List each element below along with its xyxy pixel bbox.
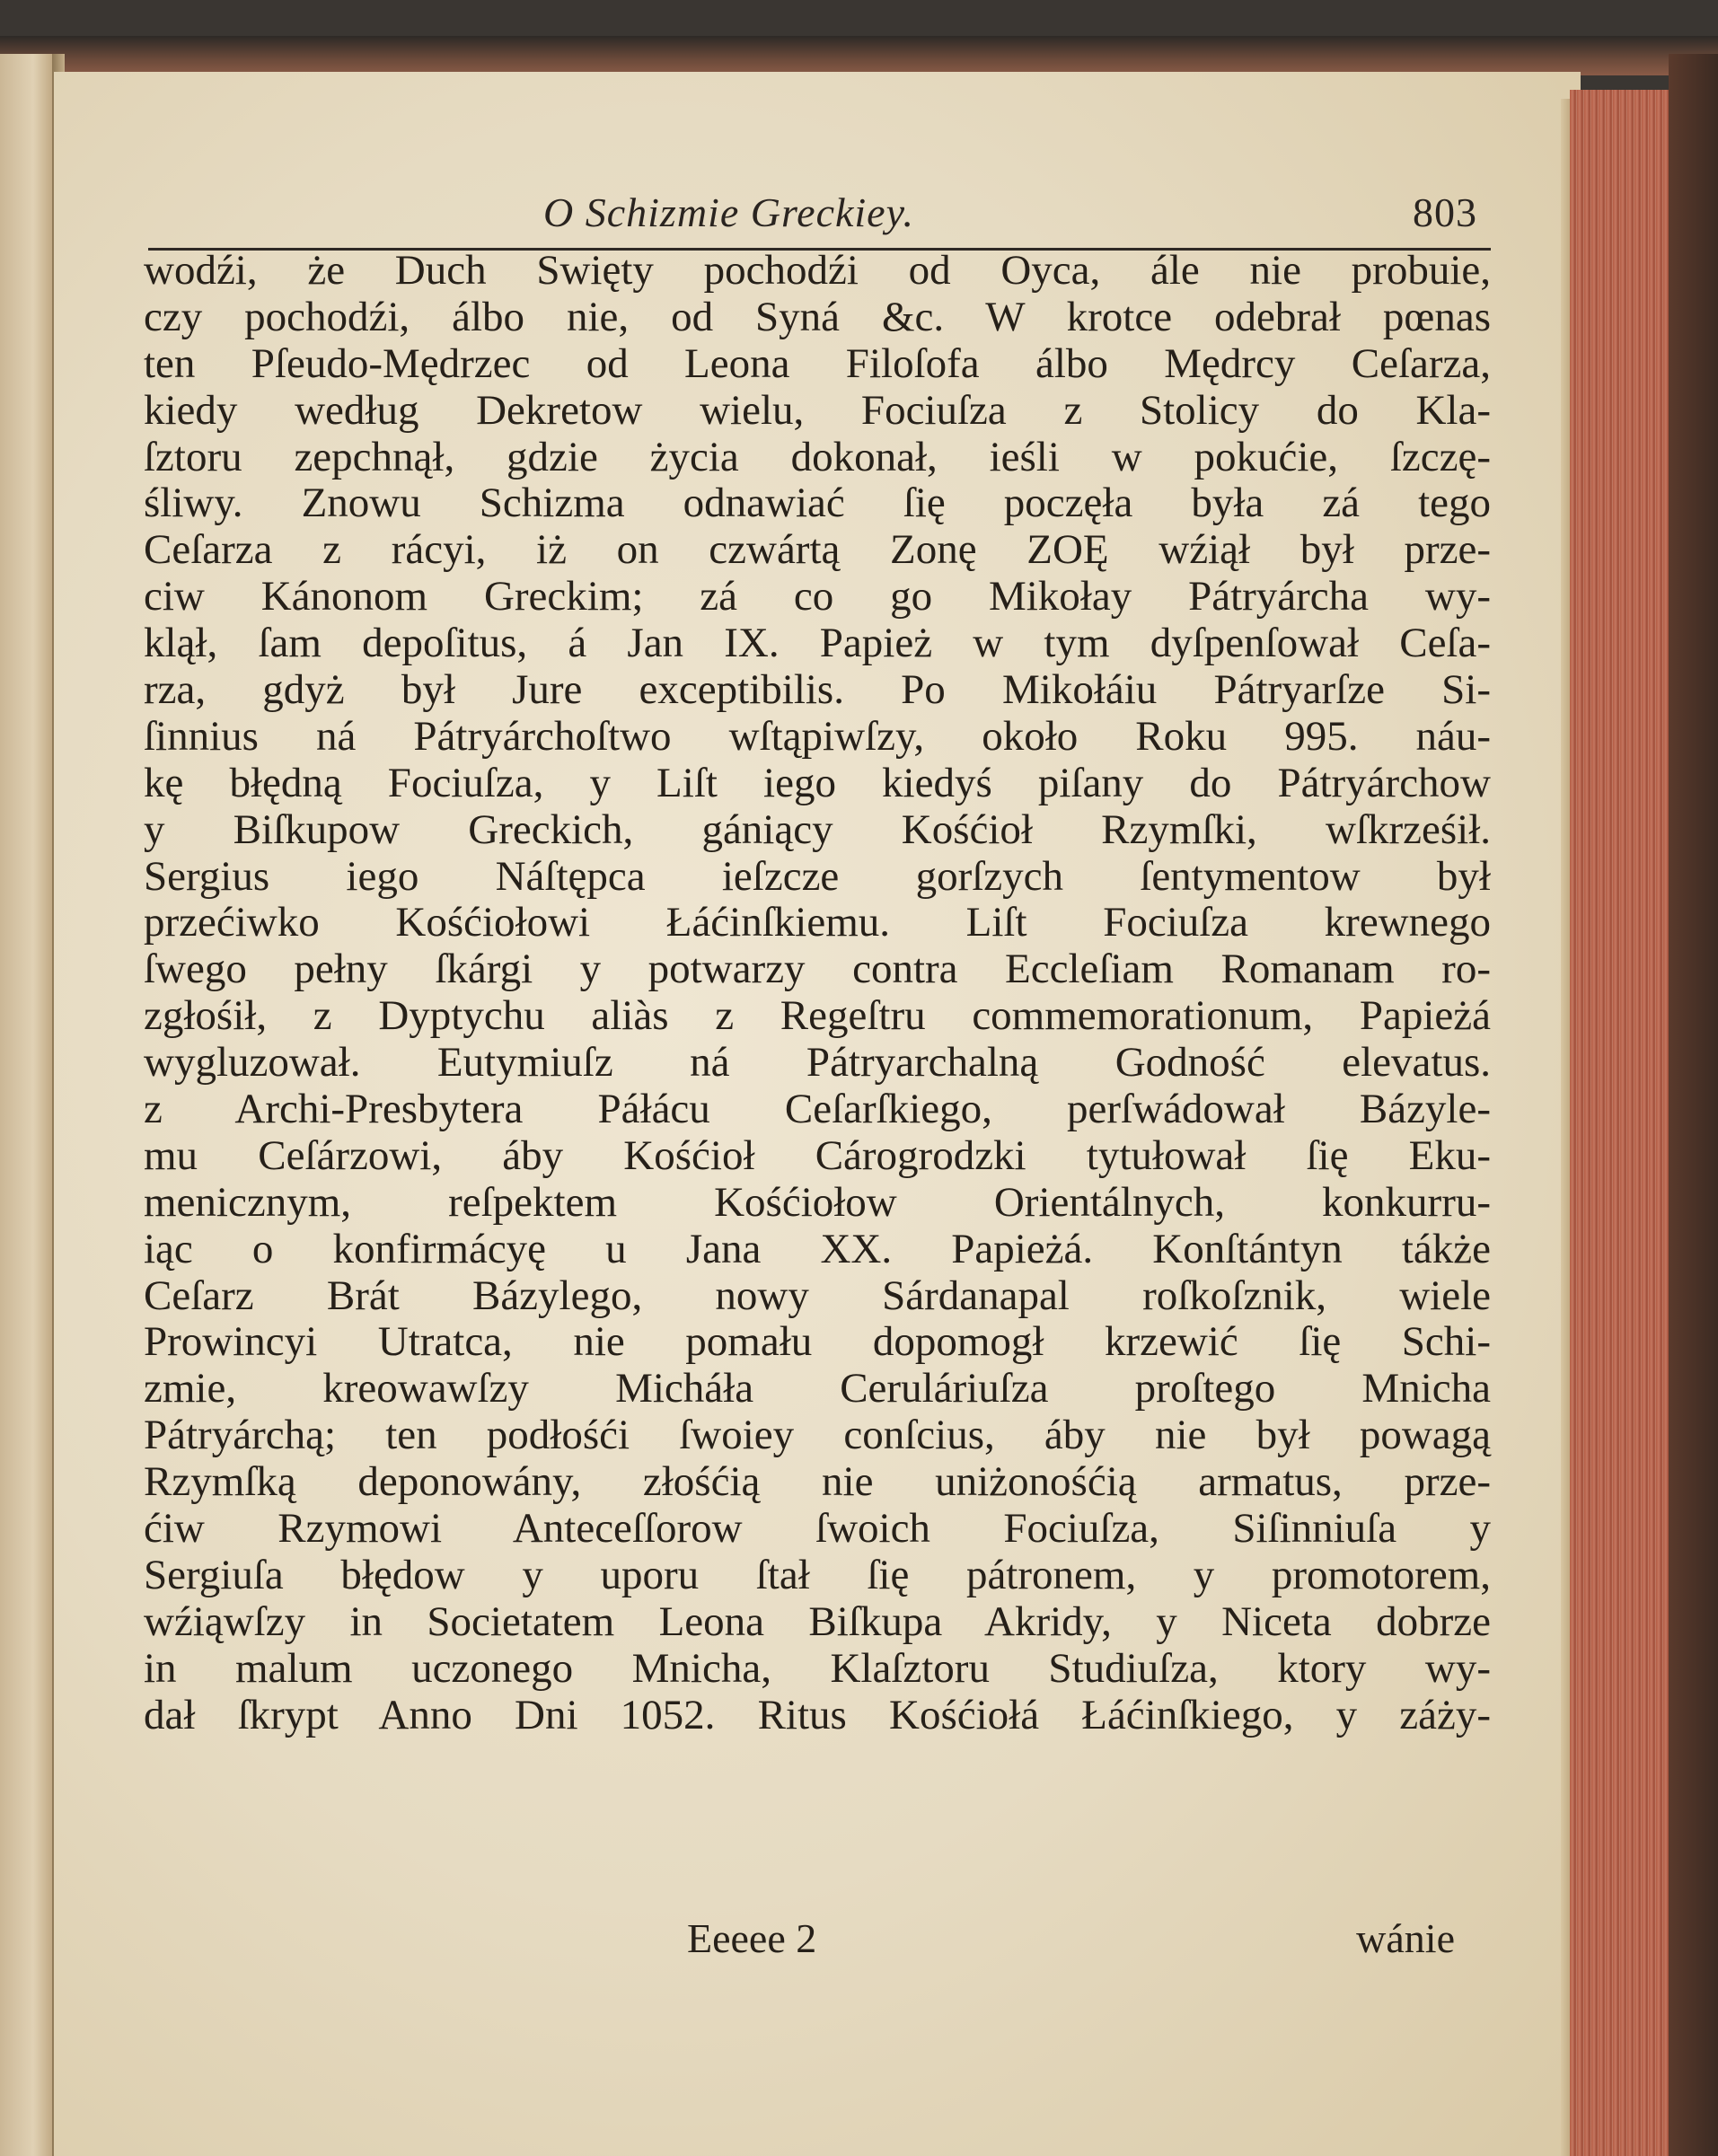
running-title: O Schizmie Greckiey. [543, 189, 914, 235]
text-line: rza, gdyż był Jure exceptibilis. Po Mikołáiu Pátryarſze Si- [144, 666, 1491, 714]
text-line: y Biſkupow Greckich, gániący Kośćioł Rzymſki, wſkrześił. [144, 805, 1491, 853]
text-line: Sergius iego Náſtępca ieſzcze gorſzych ſentymentow był [144, 852, 1491, 900]
text-line: menicznym, reſpektem Kośćiołow Orientálnych, konkurru- [144, 1178, 1491, 1226]
text-line: z Archi-Presbytera Páłácu Ceſarſkiego, perſwádował Bázyle- [144, 1086, 1491, 1133]
text-line: klął, ſam depoſitus, á Jan IX. Papież w tym dyſpenſował Ceſa- [144, 620, 1491, 667]
text-line: przećiwko Kośćiołowi Łáćinſkiemu. Liſt Fociuſza krewnego [144, 899, 1491, 946]
text-line: Ceſarz Brát Bázylego, nowy Sárdanapal roſkoſznik, wiele [144, 1272, 1491, 1319]
text-line: in malum uczonego Mnicha, Klaſztoru Studiuſza, ktory wy- [144, 1644, 1491, 1692]
text-line: ciw Kánonom Greckim; zá co go Mikołay Pátryárcha wy- [144, 573, 1491, 620]
book-cover-right [1669, 54, 1718, 2156]
text-line: dał ſkrypt Anno Dni 1052. Ritus Kośćiołá Łáćinſkiego, y záży- [144, 1691, 1491, 1738]
text-line: ſztoru zepchnął, gdzie życia dokonał, ieśli w pokućie, ſzczę- [144, 433, 1491, 480]
text-line: śliwy. Znowu Schizma odnawiać ſię poczęła była zá tego [144, 480, 1491, 527]
text-line: iąc o konfirmácyę u Jana XX. Papieżá. Konſtántyn tákże [144, 1225, 1491, 1272]
text-line: zmie, kreowawſzy Micháła Ceruláriuſza proſtego Mnicha [144, 1365, 1491, 1412]
text-line: zgłośił, z Dyptychu aliàs z Regeſtru commemorationum, Papieżá [144, 992, 1491, 1040]
text-line: wźiąwſzy in Societatem Leona Biſkupa Akridy, y Niceta dobrze [144, 1597, 1491, 1645]
binding-top [0, 36, 1718, 75]
text-line: Ceſarza z rácyi, iż on czwártą Zonę ZOĘ wźiął był prze- [144, 526, 1491, 574]
text-line: wodźi, że Duch Swięty pochodźi od Oyca, ále nie probuie, [144, 247, 1491, 294]
text-line: wygluzował. Eutymiuſz ná Pátryarchalną Godność elevatus. [144, 1039, 1491, 1087]
text-line: Pátryárchą; ten podłośći ſwoiey conſcius, áby nie był powagą [144, 1412, 1491, 1459]
text-line: ſwego pełny ſkárgi y potwarzy contra Eccleſiam Romanam ro- [144, 946, 1491, 993]
text-line: ten Pſeudo-Mędrzec od Leona Filoſofa álbo Mędrcy Ceſarza, [144, 339, 1491, 387]
page-footer [144, 1914, 1491, 1963]
text-line: kiedy według Dekretow wielu, Fociuſza z Stolicy do Kla- [144, 386, 1491, 434]
running-header [148, 189, 1491, 253]
text-line: ćiw Rzymowi Anteceſſorow ſwoich Fociuſza, Siſinniuſa y [144, 1505, 1491, 1553]
text-line: Sergiuſa błędow y uporu ſtał ſię pátronem, y promotorem, [144, 1551, 1491, 1598]
catchword: wánie [1356, 1915, 1455, 1961]
text-line: kę błędną Fociuſza, y Liſt iego kiedyś piſany do Pátryárchow [144, 759, 1491, 806]
text-line: mu Ceſárzowi, áby Kośćioł Cárogrodzki tytułował ſię Eku- [144, 1131, 1491, 1179]
body-text [144, 248, 1491, 1739]
text-line: ſinnius ná Pátryárchoſtwo wſtąpiwſzy, około Roku 995. náu- [144, 712, 1491, 760]
signature-mark: Eeeee 2 [687, 1915, 817, 1961]
text-line: czy pochodźi, álbo nie, od Syná &c. W krotce odebrał pœnas [144, 293, 1491, 340]
previous-page-edge [0, 54, 56, 2156]
text-line: Rzymſką deponowány, złośćią nie uniżonośćią armatus, prze- [144, 1458, 1491, 1506]
page-number: 803 [1413, 189, 1477, 235]
red-page-edges [1570, 90, 1669, 2156]
text-line: Prowincyi Utratca, nie pomału dopomogł krzewić ſię Schi- [144, 1318, 1491, 1366]
